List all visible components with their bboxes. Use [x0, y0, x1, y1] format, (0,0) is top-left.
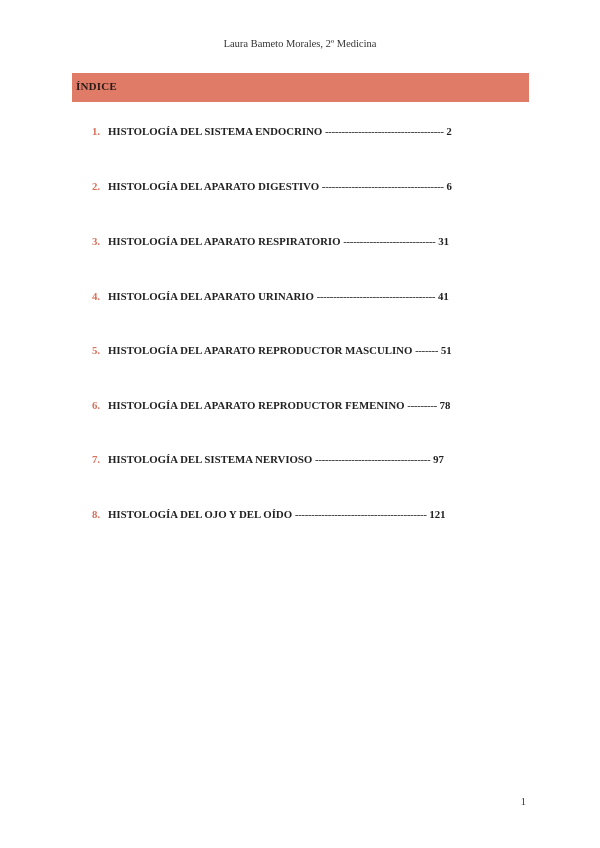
toc-number: 3.: [92, 236, 101, 248]
toc-title: HISTOLOGÍA DEL SISTEMA NERVIOSO: [108, 454, 313, 466]
toc-page: 121: [429, 509, 446, 521]
running-header: Laura Bameto Morales, 2º Medicina: [223, 39, 377, 50]
toc-title: HISTOLOGÍA DEL APARATO REPRODUCTOR FEMENINO: [108, 400, 405, 412]
toc-number: 5.: [92, 345, 101, 357]
toc-entry-4[interactable]: [92, 289, 449, 305]
toc-entry-7[interactable]: [92, 452, 444, 468]
toc-page: 41: [437, 291, 449, 303]
toc-entry-2[interactable]: [92, 179, 452, 195]
toc-entry-5[interactable]: [92, 343, 452, 359]
toc-leader: ----------------------------------------: [294, 509, 427, 521]
toc-leader: ---------: [407, 400, 437, 412]
toc-leader: ------------------------------------: [325, 126, 444, 138]
toc-entry-3[interactable]: [92, 234, 449, 250]
page-number: 1: [520, 797, 526, 808]
toc-number: 4.: [92, 291, 101, 303]
toc-leader: -------: [415, 345, 439, 357]
toc-title: HISTOLOGÍA DEL APARATO REPRODUCTOR MASCULINO: [108, 345, 413, 357]
toc-title: HISTOLOGÍA DEL OJO Y DEL OÍDO: [108, 509, 293, 521]
toc-page: 6: [446, 181, 452, 193]
toc-page: 31: [438, 236, 449, 248]
toc-number: 8.: [92, 509, 101, 521]
toc-number: 1.: [92, 126, 101, 138]
toc-title: HISTOLOGÍA DEL APARATO DIGESTIVO: [108, 181, 320, 193]
toc-title: HISTOLOGÍA DEL APARATO URINARIO: [108, 291, 314, 303]
toc-page: 97: [433, 454, 444, 466]
toc-number: 7.: [92, 454, 101, 466]
toc-number: 2.: [92, 181, 101, 193]
toc-page: 51: [440, 345, 452, 357]
index-banner: [72, 73, 529, 102]
toc-page: 2: [446, 126, 452, 138]
index-title: ÍNDICE: [76, 81, 117, 93]
toc-page: 78: [439, 400, 451, 412]
toc-entry-1[interactable]: [92, 124, 452, 140]
toc-entry-8[interactable]: [92, 507, 446, 523]
toc-number: 6.: [92, 400, 101, 412]
toc-title: HISTOLOGÍA DEL SISTEMA ENDOCRINO: [108, 126, 323, 138]
toc-entry-6[interactable]: [92, 398, 450, 414]
toc-leader: -------------------------------------: [321, 181, 444, 193]
toc-leader: ----------------------------: [343, 236, 436, 248]
toc-title: HISTOLOGÍA DEL APARATO RESPIRATORIO: [108, 236, 341, 248]
toc-leader: ------------------------------------: [316, 291, 436, 303]
toc-leader: -----------------------------------: [315, 454, 431, 466]
